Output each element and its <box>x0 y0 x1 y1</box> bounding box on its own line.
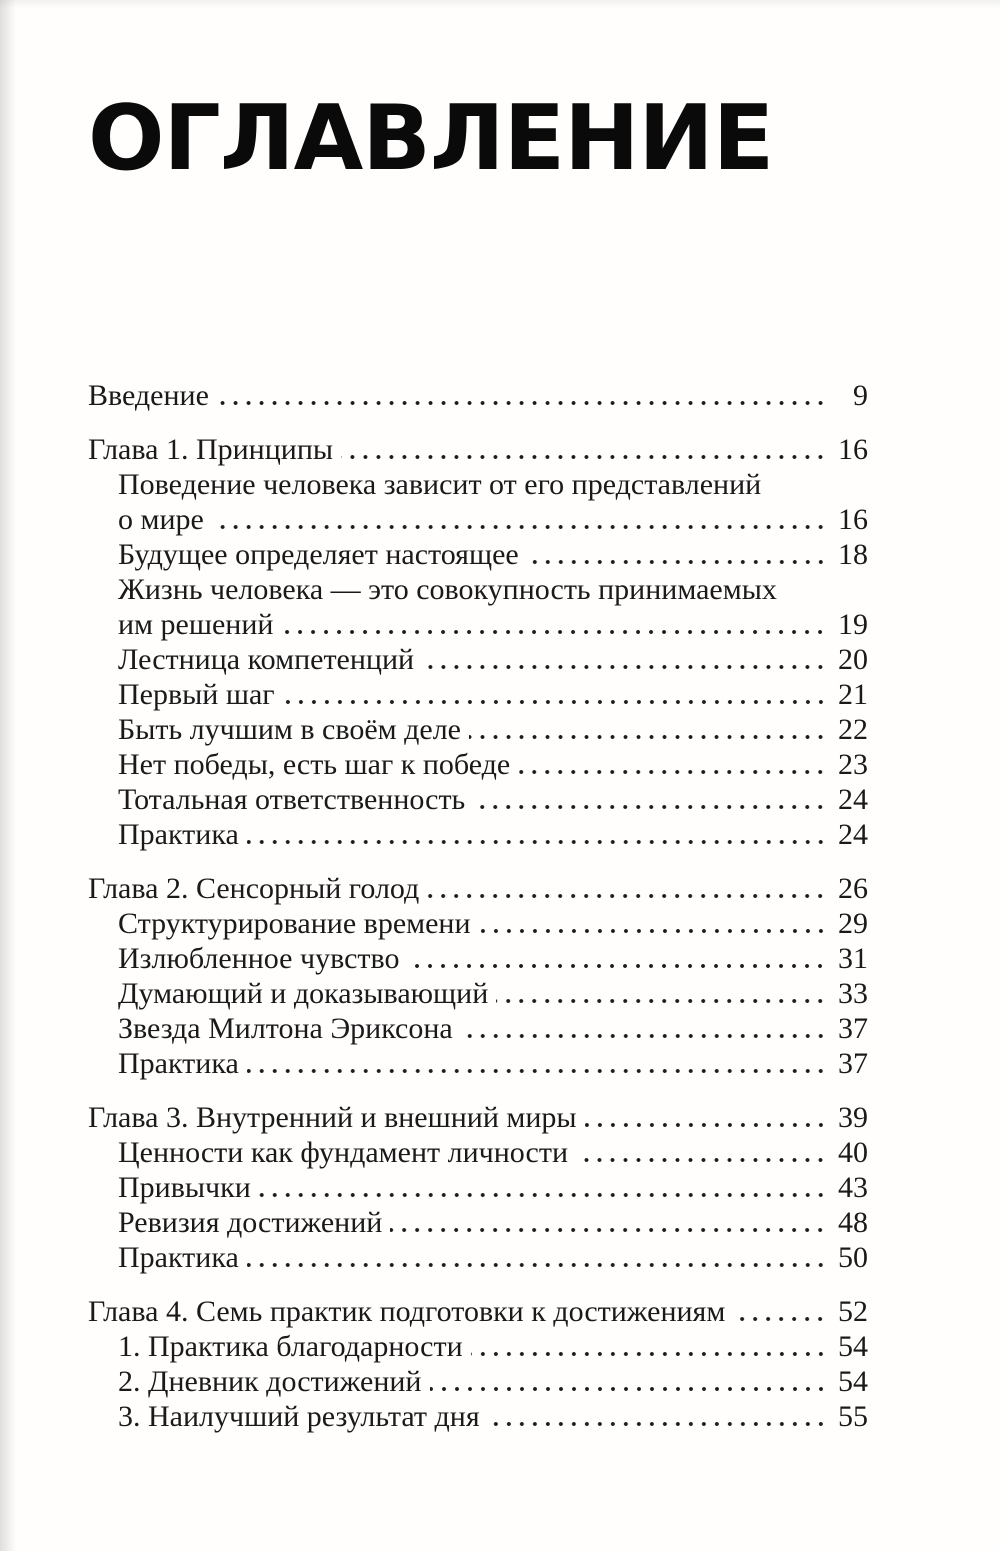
toc-entry <box>88 871 868 906</box>
toc-entry <box>88 432 868 467</box>
toc-entry-page-number: 18 <box>838 538 868 571</box>
toc-entry-page-number: 16 <box>838 503 868 536</box>
toc-entry <box>88 1364 868 1399</box>
toc-entry-row <box>118 1399 868 1434</box>
toc-entry <box>88 537 868 572</box>
dot-leader <box>518 770 827 774</box>
toc-entry <box>88 906 868 941</box>
dot-leader <box>469 735 827 739</box>
toc-entry-page-number: 20 <box>838 643 868 676</box>
dot-leader <box>479 929 827 933</box>
toc-entry-row <box>88 432 868 467</box>
toc-entry-page-number: 22 <box>838 713 868 746</box>
toc-entry-row <box>88 1100 868 1135</box>
toc-entry-text: Практика <box>118 1241 239 1274</box>
toc-entry-text: Ревизия достижений <box>118 1206 383 1239</box>
toc-entry-page-number: 54 <box>838 1365 868 1398</box>
toc-entry <box>88 1240 868 1275</box>
toc-entry <box>88 1329 868 1364</box>
toc-entry-row <box>118 607 868 642</box>
toc-entry-row <box>118 712 868 747</box>
toc-entry-text: Звезда Милтона Эриксона <box>118 1012 453 1045</box>
toc-entry-row <box>118 537 868 572</box>
toc-entry-page-number: 50 <box>838 1241 868 1274</box>
toc-entry-text: 3. Наилучший результат дня <box>118 1400 480 1433</box>
toc-entry <box>88 642 868 677</box>
toc-entry-text: Глава 4. Семь практик подготовки к достижениям <box>88 1295 726 1328</box>
dot-leader <box>471 1352 827 1356</box>
toc-entry-row <box>118 747 868 782</box>
toc-entry-text: Глава 1. Принципы <box>88 433 334 466</box>
toc-entry-text-line: Жизнь человека — это совокупность принимаемых <box>118 573 777 606</box>
toc-entry-text: Лестница компетенций <box>118 643 415 676</box>
toc-entry-row <box>118 941 868 976</box>
toc-entry-text: Тотальная ответственность <box>118 783 466 816</box>
toc-entry-text: Излюбленное чувство <box>118 942 400 975</box>
dot-leader <box>212 525 827 529</box>
dot-leader <box>430 1387 828 1391</box>
toc-entry-page-number: 23 <box>838 748 868 781</box>
toc-entry-text: Глава 2. Сенсорный голод <box>88 872 420 905</box>
toc-entry-row <box>118 1364 868 1399</box>
toc-entry <box>88 1100 868 1135</box>
toc-entry-page-number: 21 <box>838 678 868 711</box>
dot-leader <box>488 1422 827 1426</box>
toc-entry <box>88 572 868 642</box>
toc-entry-text: Практика <box>118 818 239 851</box>
toc-entry <box>88 817 868 852</box>
dot-leader <box>576 1158 827 1162</box>
dot-leader <box>585 1123 827 1127</box>
toc-entry-row <box>118 642 868 677</box>
dot-leader <box>283 700 827 704</box>
toc-entry-row <box>118 1170 868 1205</box>
toc-entry <box>88 1294 868 1329</box>
toc-entry-row <box>118 502 868 537</box>
page-content <box>88 0 868 1434</box>
toc-entry <box>88 941 868 976</box>
toc-entry-page-number: 24 <box>838 818 868 851</box>
dot-leader <box>461 1034 827 1038</box>
toc-entry-page-number: 39 <box>838 1101 868 1134</box>
toc-entry <box>88 1135 868 1170</box>
toc-entry-row <box>118 1205 868 1240</box>
toc-entry-text-line: Поведение человека зависит от его представлений <box>118 468 762 501</box>
toc-entry <box>88 782 868 817</box>
toc-entry-row <box>88 1294 868 1329</box>
toc-entry-row <box>88 378 868 413</box>
toc-entry <box>88 712 868 747</box>
toc-entry <box>88 1011 868 1046</box>
toc-entry-text: Думающий и доказывающий <box>118 977 489 1010</box>
toc-entry-text: о мире <box>118 503 204 536</box>
toc-entry-row <box>88 871 868 906</box>
toc-entry-page-number: 48 <box>838 1206 868 1239</box>
toc-entry-text: Первый шаг <box>118 678 275 711</box>
toc-entry-page-number: 33 <box>838 977 868 1010</box>
toc-entry-page-number: 9 <box>853 379 868 412</box>
page-title: ОГЛАВЛЕНИЕ <box>88 86 774 191</box>
toc-entry-row <box>118 817 868 852</box>
toc-entry-page-number: 26 <box>838 872 868 905</box>
scan-edge-shadow-left <box>0 0 16 1551</box>
toc-entry-text: Глава 3. Внутренний и внешний миры <box>88 1101 577 1134</box>
toc-entry-page-number: 52 <box>838 1295 868 1328</box>
toc-entry-page-number: 31 <box>838 942 868 975</box>
toc-entry-page-number: 37 <box>838 1012 868 1045</box>
toc-entry-page-number: 19 <box>838 608 868 641</box>
table-of-contents <box>88 378 868 1434</box>
dot-leader <box>496 999 827 1003</box>
toc-entry <box>88 1205 868 1240</box>
toc-entry-page-number: 43 <box>838 1171 868 1204</box>
toc-entry-wrap-lines <box>118 467 868 502</box>
toc-entry <box>88 1046 868 1081</box>
dot-leader <box>247 840 827 844</box>
toc-entry-row <box>118 1240 868 1275</box>
toc-entry-text: им решений <box>118 608 274 641</box>
toc-entry-text: Будущее определяет настоящее <box>118 538 519 571</box>
toc-entry-text: Структурирование времени <box>118 907 471 940</box>
toc-entry-page-number: 29 <box>838 907 868 940</box>
toc-entry-text: 2. Дневник достижений <box>118 1365 422 1398</box>
toc-entry-page-number: 54 <box>838 1330 868 1363</box>
toc-entry-row <box>118 906 868 941</box>
dot-leader <box>473 805 827 809</box>
toc-entry-text: Нет победы, есть шаг к победе <box>118 748 511 781</box>
toc-entry-row <box>118 677 868 712</box>
dot-leader <box>341 455 827 459</box>
dot-leader <box>217 401 827 405</box>
toc-entry <box>88 378 868 413</box>
dot-leader <box>259 1193 827 1197</box>
dot-leader <box>407 964 827 968</box>
dot-leader <box>427 894 827 898</box>
toc-entry-text: 1. Практика благодарности <box>118 1330 463 1363</box>
toc-entry <box>88 677 868 712</box>
toc-entry-row <box>118 1046 868 1081</box>
toc-entry-page-number: 55 <box>838 1400 868 1433</box>
dot-leader <box>527 560 827 564</box>
toc-entry-wrap-lines <box>118 572 868 607</box>
toc-entry-row <box>118 782 868 817</box>
dot-leader <box>422 665 827 669</box>
toc-entry <box>88 976 868 1011</box>
toc-entry-page-number: 16 <box>838 433 868 466</box>
dot-leader <box>733 1317 827 1321</box>
toc-entry-page-number: 37 <box>838 1047 868 1080</box>
toc-entry <box>88 747 868 782</box>
dot-leader <box>247 1069 827 1073</box>
toc-entry <box>88 1399 868 1434</box>
toc-entry-row <box>118 1329 868 1364</box>
toc-entry-page-number: 24 <box>838 783 868 816</box>
toc-entry-text: Быть лучшим в своём деле <box>118 713 461 746</box>
toc-entry-row <box>118 1011 868 1046</box>
toc-entry <box>88 467 868 537</box>
toc-entry-text: Привычки <box>118 1171 251 1204</box>
toc-entry <box>88 1170 868 1205</box>
toc-entry-text: Ценности как фундамент личности <box>118 1136 569 1169</box>
toc-entry-row <box>118 1135 868 1170</box>
toc-entry-text: Введение <box>88 379 209 412</box>
dot-leader <box>390 1228 827 1232</box>
toc-entry-page-number: 40 <box>838 1136 868 1169</box>
toc-entry-row <box>118 976 868 1011</box>
dot-leader <box>247 1263 827 1267</box>
dot-leader <box>281 630 827 634</box>
toc-entry-text: Практика <box>118 1047 239 1080</box>
